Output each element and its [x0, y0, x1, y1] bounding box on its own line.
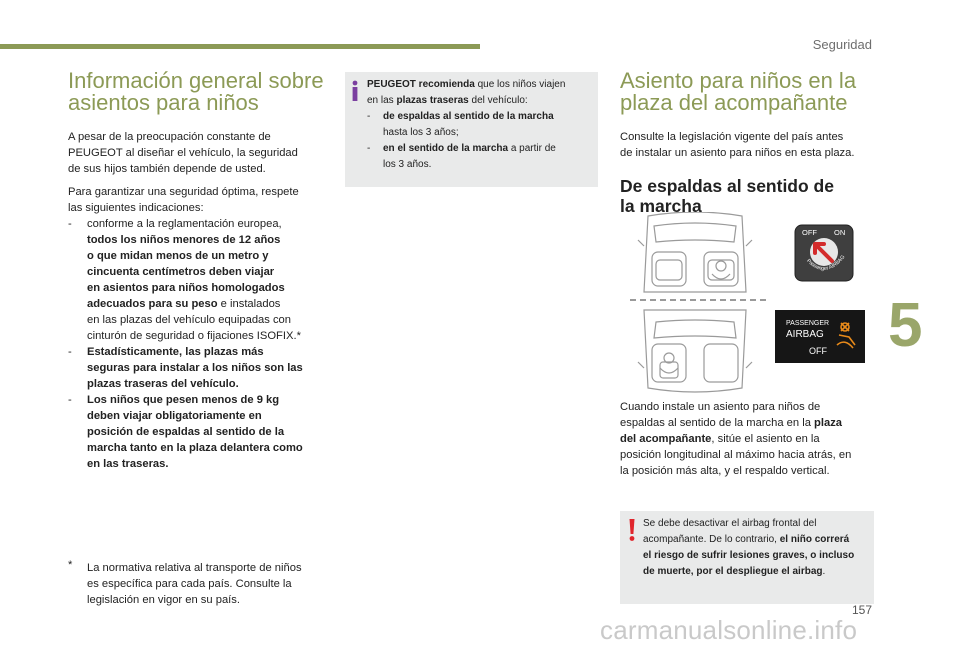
warning-icon: [627, 518, 637, 542]
list-dash: -: [68, 346, 72, 358]
list-dash: -: [68, 218, 72, 230]
text-bold: el riesgo de sufrir lesiones graves, o incluso: [643, 550, 855, 561]
text-line: seguras para instalar a los niños son las: [87, 362, 303, 374]
text-line-tail: e instalados: [217, 298, 281, 310]
passenger-airbag-off-indicator: [775, 310, 865, 363]
switch-off-label: OFF: [802, 228, 817, 237]
footnote-mark: *: [68, 559, 73, 571]
text-line: Estadísticamente, las plazas más: [87, 346, 264, 358]
list-dash: -: [68, 394, 72, 406]
text-line: A pesar de la preocupación constante de: [68, 131, 271, 143]
text-line: que los niños viajen: [474, 79, 566, 90]
text-line: en asientos para niños homologados: [87, 282, 285, 294]
left-title-line: asientos para niños: [68, 90, 259, 115]
section-label: Seguridad: [812, 37, 872, 52]
text-bold: plaza: [814, 417, 843, 429]
text-line: cinturón de seguridad o fijaciones ISOFIX.*: [87, 330, 301, 342]
rear-facing-paragraph: [620, 399, 880, 479]
text-line: cincuenta centímetros deben viajar: [87, 266, 275, 278]
text-line: en las: [367, 95, 397, 106]
left-title-line: Información general sobre: [68, 68, 324, 93]
right-intro-paragraph: [620, 129, 880, 161]
text-line: Se debe desactivar el airbag frontal del: [643, 518, 817, 529]
info-icon: [349, 80, 361, 102]
text-line: las siguientes indicaciones:: [68, 202, 204, 214]
info-list-item: [367, 141, 593, 173]
left-title: [68, 70, 338, 114]
left-intro-paragraph: [68, 129, 338, 177]
text-bold: plazas traseras: [396, 95, 469, 106]
left-guidelines-paragraph: [68, 184, 338, 216]
text-line: o que midan menos de un metro y: [87, 250, 269, 262]
text-line: del vehículo:: [468, 95, 528, 106]
text-line: posición de espaldas al sentido de la: [87, 426, 285, 438]
subtitle-line: la marcha: [620, 196, 702, 216]
text-line: Cuando instale un asiento para niños de: [620, 401, 821, 413]
text-line: deben viajar obligatoriamente en: [87, 410, 262, 422]
list-item: [68, 344, 338, 392]
list-item: [68, 392, 338, 472]
switch-curve-label: Passenger AIRBAG: [805, 254, 847, 273]
right-title-line: Asiento para niños en la: [620, 68, 857, 93]
watermark: carmanualsonline.info: [600, 615, 858, 645]
car-seat-diagram: [630, 212, 760, 394]
list-dash: -: [367, 143, 371, 154]
text-line: es específica para cada país. Consulte la: [87, 578, 292, 590]
subtitle-line: De espaldas al sentido de: [620, 176, 834, 196]
right-title: [620, 70, 880, 114]
indicator-label-1: PASSENGER: [786, 320, 830, 327]
guidelines-list: [68, 216, 338, 472]
text-line: de sus hijos también depende de usted.: [68, 163, 266, 175]
text-line: marcha tanto en la plaza delantera como: [87, 442, 303, 454]
indicator-label-2: AIRBAG: [786, 329, 824, 340]
text-line: adecuados para su peso: [87, 298, 218, 310]
text-line: La normativa relativa al transporte de niños: [87, 562, 302, 574]
header-accent-bar: [0, 44, 480, 49]
text-line: posición longitudinal al máximo hacia atrás, en: [620, 449, 852, 461]
footnote-item: [68, 560, 338, 608]
list-item: [68, 216, 338, 344]
info-list: [367, 109, 593, 173]
text-line: conforme a la reglamentación europea,: [87, 218, 282, 230]
switch-on-label: ON: [834, 228, 846, 237]
footnote: [68, 560, 338, 608]
text-bold: del acompañante: [620, 433, 712, 445]
text-bold: PEUGEOT recomienda: [367, 79, 475, 90]
airbag-switch-icon: [794, 224, 854, 282]
warning-content: [643, 516, 869, 580]
indicator-label-3: OFF: [809, 346, 827, 356]
text-line: plazas traseras del vehículo.: [87, 378, 239, 390]
text-paragraph: [620, 399, 880, 479]
text-line: a partir de: [508, 143, 556, 154]
text-bold: el niño correrá: [779, 534, 850, 545]
info-content: [367, 77, 593, 173]
text-line: espaldas al sentido de la marcha en la: [620, 417, 815, 429]
chapter-number: 5: [888, 291, 923, 360]
text-line: todos los niños menores de 12 años: [87, 234, 281, 246]
text-line: Consulte la legislación vigente del país antes: [620, 131, 844, 143]
subsection-title: [620, 176, 880, 216]
text-line: .: [822, 566, 826, 577]
info-list-item: [367, 109, 593, 141]
text-line: PEUGEOT al diseñar el vehículo, la seguridad: [68, 147, 298, 159]
right-title-line: plaza del acompañante: [620, 90, 848, 115]
text-line: hasta los 3 años;: [383, 127, 459, 138]
text-line: Para garantizar una seguridad óptima, respete: [68, 186, 299, 198]
footnote-list: [68, 560, 338, 608]
text-line: de instalar un asiento para niños en esta plaza.: [620, 147, 855, 159]
text-line: , sitúe el asiento en la: [711, 433, 820, 445]
text-line: en las traseras.: [87, 458, 169, 470]
page-number: 157: [851, 603, 872, 617]
text-bold: de espaldas al sentido de la marcha: [383, 111, 554, 122]
info-box: [345, 72, 598, 187]
text-line: acompañante. De lo contrario,: [643, 534, 780, 545]
right-column: [620, 70, 880, 216]
text-line: los 3 años.: [383, 159, 432, 170]
text-bold: en el sentido de la marcha: [383, 143, 509, 154]
text-line: en las plazas del vehículo equipadas con: [87, 314, 292, 326]
warning-box: [620, 511, 874, 604]
list-dash: -: [367, 111, 371, 122]
left-column: [68, 70, 338, 472]
text-bold: de muerte, por el despliegue el airbag: [643, 566, 823, 577]
diagram-divider: [630, 299, 766, 301]
text-line: la posición más alta, y el respaldo vertical.: [620, 465, 830, 477]
text-line: legislación en vigor en su país.: [87, 594, 240, 606]
text-line: Los niños que pesen menos de 9 kg: [87, 394, 280, 406]
